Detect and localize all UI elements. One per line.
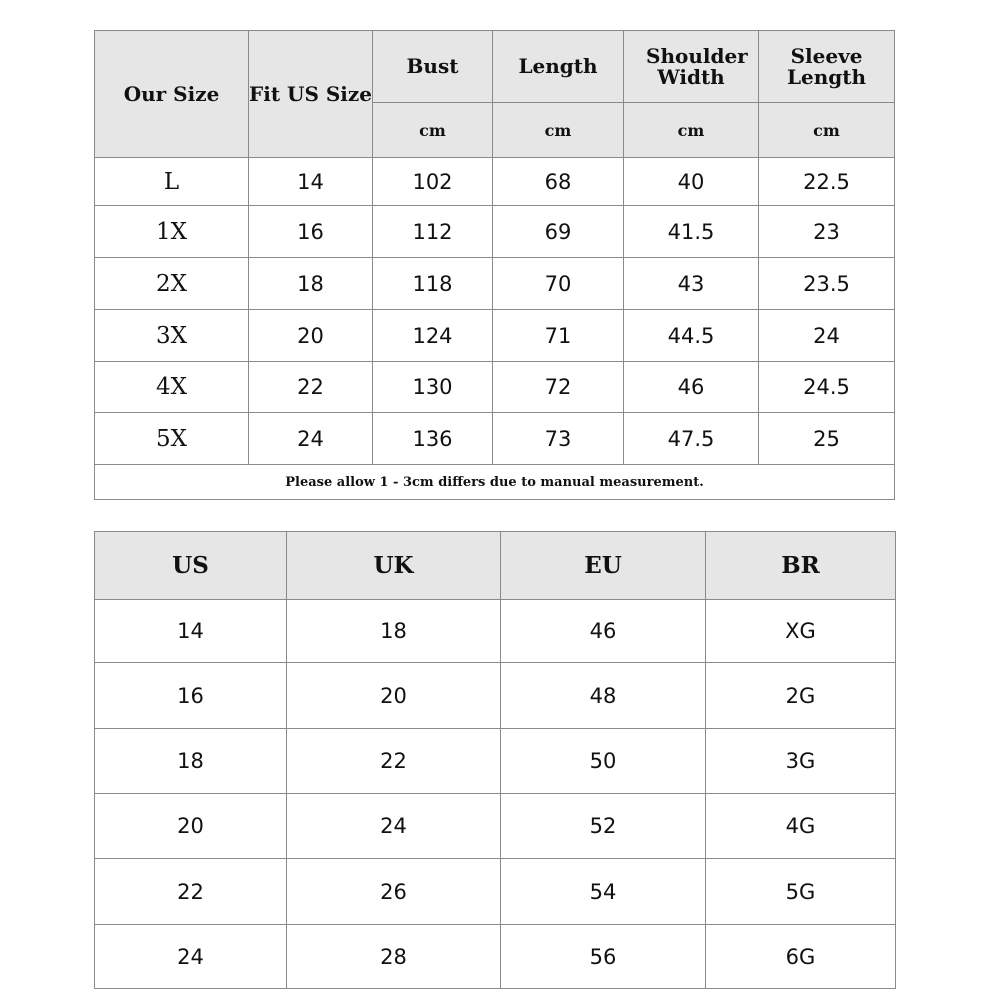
table-cell: 102 (373, 158, 493, 206)
table-cell: 22.5 (759, 158, 895, 206)
unit-sleeve-length: cm (759, 103, 895, 158)
table-cell: 68 (493, 158, 624, 206)
table-row (95, 925, 896, 989)
size-label: 2X (95, 258, 249, 310)
header-sleeve-length: Sleeve Length (759, 31, 895, 103)
table-cell: 112 (373, 206, 493, 258)
table-cell: 44.5 (624, 310, 759, 362)
table-cell: 25 (759, 413, 895, 465)
size-label: 5X (95, 413, 249, 465)
table-cell: 6G (706, 925, 896, 989)
size-label: L (95, 158, 249, 206)
table-cell: 24 (287, 794, 501, 859)
table-cell: 26 (287, 859, 501, 925)
table-row (95, 729, 896, 794)
table-cell: XG (706, 600, 896, 663)
header-us: US (95, 532, 287, 600)
measurement-note: Please allow 1 - 3cm differs due to manual measurement. (95, 465, 895, 500)
table-cell: 70 (493, 258, 624, 310)
table-cell: 22 (249, 362, 373, 413)
table-cell: 4G (706, 794, 896, 859)
header-shoulder-width: Shoulder Width (624, 31, 759, 103)
unit-bust: cm (373, 103, 493, 158)
table-cell: 3G (706, 729, 896, 794)
table-cell: 54 (501, 859, 706, 925)
table-cell: 16 (95, 663, 287, 729)
table-row (95, 362, 895, 413)
table-cell: 20 (249, 310, 373, 362)
size-conversion-table (94, 531, 896, 989)
table-cell: 41.5 (624, 206, 759, 258)
table-cell: 73 (493, 413, 624, 465)
table-row (95, 258, 895, 310)
table-row (95, 310, 895, 362)
table-cell: 69 (493, 206, 624, 258)
size-chart-body (95, 158, 895, 465)
table-cell: 46 (501, 600, 706, 663)
table-cell: 16 (249, 206, 373, 258)
table-cell: 18 (95, 729, 287, 794)
header-br: BR (706, 532, 896, 600)
size-label: 3X (95, 310, 249, 362)
table-cell: 43 (624, 258, 759, 310)
table-cell: 40 (624, 158, 759, 206)
header-our-size: Our Size (95, 31, 249, 158)
table-cell: 20 (95, 794, 287, 859)
table-cell: 24 (95, 925, 287, 989)
table-row (95, 663, 896, 729)
table-cell: 46 (624, 362, 759, 413)
table-row (95, 158, 895, 206)
table-cell: 136 (373, 413, 493, 465)
table-cell: 24.5 (759, 362, 895, 413)
table-cell: 24 (249, 413, 373, 465)
table-row (95, 413, 895, 465)
table-cell: 124 (373, 310, 493, 362)
table-cell: 20 (287, 663, 501, 729)
header-bust: Bust (373, 31, 493, 103)
header-length: Length (493, 31, 624, 103)
table-cell: 48 (501, 663, 706, 729)
table-row (95, 859, 896, 925)
table-cell: 18 (249, 258, 373, 310)
table-cell: 71 (493, 310, 624, 362)
header-fit-us-size: Fit US Size (249, 31, 373, 158)
header-uk: UK (287, 532, 501, 600)
table-cell: 5G (706, 859, 896, 925)
size-chart-table (94, 30, 895, 500)
conversion-chart-body (95, 600, 896, 989)
unit-length: cm (493, 103, 624, 158)
table-cell: 14 (249, 158, 373, 206)
table-cell: 24 (759, 310, 895, 362)
table-cell: 22 (287, 729, 501, 794)
table-cell: 130 (373, 362, 493, 413)
size-label: 1X (95, 206, 249, 258)
table-row (95, 600, 896, 663)
size-label: 4X (95, 362, 249, 413)
table-cell: 18 (287, 600, 501, 663)
table-cell: 2G (706, 663, 896, 729)
table-cell: 72 (493, 362, 624, 413)
table-cell: 50 (501, 729, 706, 794)
table-cell: 47.5 (624, 413, 759, 465)
table-row (95, 206, 895, 258)
table-cell: 14 (95, 600, 287, 663)
table-cell: 23 (759, 206, 895, 258)
table-cell: 28 (287, 925, 501, 989)
header-eu: EU (501, 532, 706, 600)
unit-shoulder-width: cm (624, 103, 759, 158)
table-cell: 22 (95, 859, 287, 925)
table-cell: 23.5 (759, 258, 895, 310)
table-row (95, 794, 896, 859)
table-cell: 118 (373, 258, 493, 310)
table-cell: 52 (501, 794, 706, 859)
table-cell: 56 (501, 925, 706, 989)
